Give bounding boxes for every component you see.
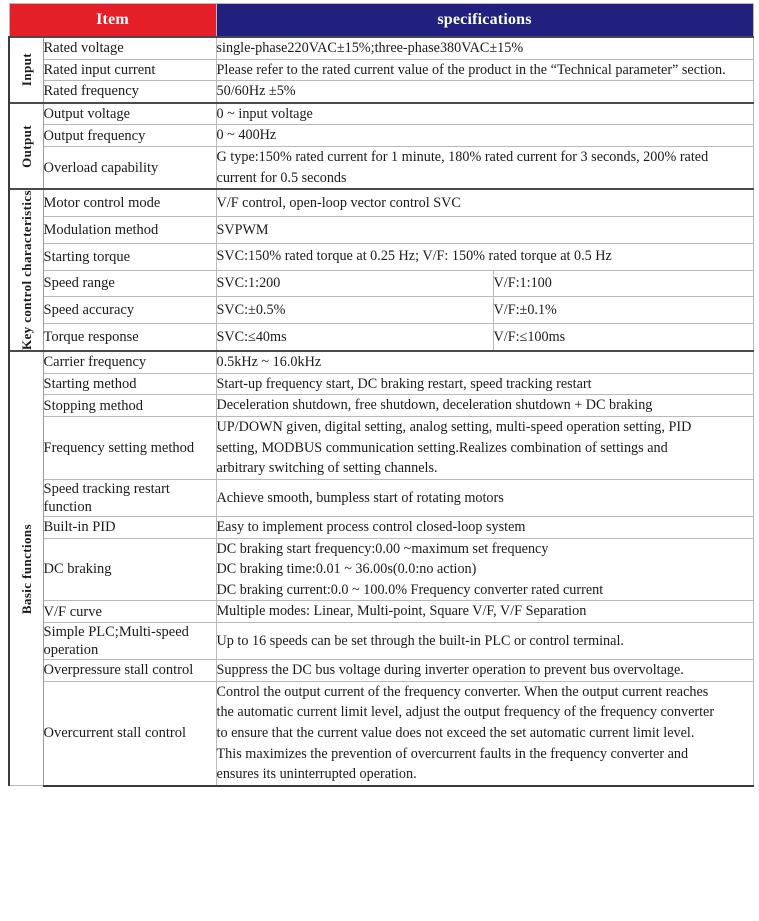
row-item-label: Motor control mode bbox=[43, 189, 216, 216]
row-spec-value bbox=[216, 243, 753, 270]
row-item-label: Starting torque bbox=[43, 243, 216, 270]
row-item-label: Speed range bbox=[43, 270, 216, 297]
row-spec-value-primary: SVC:±0.5% bbox=[216, 297, 493, 324]
spec-line: DC braking time:0.01 ~ 36.00s(0.0:no action) bbox=[216, 561, 477, 578]
row-spec-value bbox=[216, 103, 753, 125]
spec-line: 0.5kHz ~ 16.0kHz bbox=[216, 354, 322, 371]
spec-line: Deceleration shutdown, free shutdown, deceleration shutdown + DC braking bbox=[216, 397, 653, 414]
row-spec-value bbox=[216, 395, 753, 417]
table-body bbox=[9, 37, 753, 786]
row-item-label: Overcurrent stall control bbox=[43, 681, 216, 785]
spec-line: Suppress the DC bus voltage during inverter operation to prevent bus overvoltage. bbox=[216, 662, 684, 679]
row-spec-value bbox=[216, 217, 753, 244]
spec-line: Please refer to the rated current value of the product in the “Technical parameter” section. bbox=[216, 61, 726, 78]
table-row bbox=[9, 324, 753, 351]
row-item-label: Rated frequency bbox=[43, 81, 216, 103]
row-spec-value bbox=[216, 538, 753, 601]
group-label-text: Input bbox=[18, 53, 34, 87]
row-item-label: Modulation method bbox=[43, 217, 216, 244]
spec-line: arbitrary switching of setting channels. bbox=[216, 460, 438, 477]
table-row bbox=[9, 189, 753, 216]
group-label-text: Key control characteristics bbox=[18, 190, 34, 351]
row-item-label: V/F curve bbox=[43, 601, 216, 623]
row-spec-value bbox=[216, 681, 753, 785]
table-row bbox=[9, 146, 753, 189]
spec-line: to ensure that the current value does not exceed the set automatic current limit level. bbox=[216, 724, 695, 741]
row-spec-value bbox=[216, 189, 753, 216]
spec-line: SVC:150% rated torque at 0.25 Hz; V/F: 150% rated torque at 0.5 Hz bbox=[216, 248, 612, 265]
table-row bbox=[9, 416, 753, 479]
column-header-specifications: specifications bbox=[216, 4, 753, 38]
row-item-label: DC braking bbox=[43, 538, 216, 601]
section-group-label-input bbox=[9, 37, 43, 103]
row-spec-value bbox=[216, 37, 753, 59]
table-row bbox=[9, 622, 753, 659]
spec-line: ensures its uninterrupted operation. bbox=[216, 766, 417, 783]
table-row bbox=[9, 81, 753, 103]
spec-line: setting, MODBUS communication setting.Realizes combination of settings and bbox=[216, 439, 668, 456]
table-row bbox=[9, 103, 753, 125]
row-item-label: Rated input current bbox=[43, 59, 216, 81]
spec-line: This maximizes the prevention of overcurrent faults in the frequency converter and bbox=[216, 745, 689, 762]
row-spec-value bbox=[216, 373, 753, 395]
row-spec-value-secondary: V/F:±0.1% bbox=[493, 297, 753, 324]
row-item-label: Output voltage bbox=[43, 103, 216, 125]
row-item-label: Rated voltage bbox=[43, 37, 216, 59]
table-row bbox=[9, 601, 753, 623]
row-item-label: Overload capability bbox=[43, 146, 216, 189]
spec-line: DC braking current:0.0 ~ 100.0% Frequency converter rated current bbox=[216, 581, 604, 598]
spec-line: G type:150% rated current for 1 minute, 180% rated current for 3 seconds, 200% rated bbox=[216, 148, 709, 165]
row-item-label: Frequency setting method bbox=[43, 416, 216, 479]
specifications-table bbox=[8, 3, 754, 787]
section-group-label-key-control-characteristics bbox=[9, 189, 43, 351]
header-row bbox=[9, 4, 753, 38]
row-spec-value bbox=[216, 146, 753, 189]
table-row bbox=[9, 373, 753, 395]
section-group-label-output bbox=[9, 103, 43, 189]
row-spec-value bbox=[216, 351, 753, 373]
spec-line: Achieve smooth, bumpless start of rotating motors bbox=[216, 489, 504, 506]
row-spec-value bbox=[216, 622, 753, 659]
row-spec-value bbox=[216, 59, 753, 81]
spec-line: SVPWM bbox=[216, 221, 269, 238]
table-row bbox=[9, 660, 753, 682]
spec-line: 0 ~ 400Hz bbox=[216, 127, 277, 144]
row-spec-value bbox=[216, 479, 753, 516]
table-row bbox=[9, 297, 753, 324]
table-row bbox=[9, 59, 753, 81]
spec-line: Up to 16 speeds can be set through the built-in PLC or control terminal. bbox=[216, 632, 624, 649]
row-item-label: Output frequency bbox=[43, 125, 216, 147]
row-item-label: Overpressure stall control bbox=[43, 660, 216, 682]
section-group-label-basic-functions bbox=[9, 351, 43, 786]
row-item-label: Speed tracking restart function bbox=[43, 479, 216, 516]
spec-line: Multiple modes: Linear, Multi-point, Square V/F, V/F Separation bbox=[216, 603, 587, 620]
table-row bbox=[9, 479, 753, 516]
row-spec-value-secondary: V/F:≤100ms bbox=[493, 324, 753, 351]
spec-line: Control the output current of the frequency converter. When the output current reaches bbox=[216, 683, 709, 700]
spec-line: 0 ~ input voltage bbox=[216, 105, 313, 122]
row-item-label: Starting method bbox=[43, 373, 216, 395]
spec-line: the automatic current limit level, adjust the output frequency of the frequency converter bbox=[216, 704, 715, 721]
row-spec-value bbox=[216, 660, 753, 682]
row-item-label: Built-in PID bbox=[43, 516, 216, 538]
row-spec-value-primary: SVC:1:200 bbox=[216, 270, 493, 297]
table-row bbox=[9, 395, 753, 417]
spec-line: 50/60Hz ±5% bbox=[216, 83, 296, 100]
row-spec-value-secondary: V/F:1:100 bbox=[493, 270, 753, 297]
group-label-text: Basic functions bbox=[18, 523, 34, 614]
group-label-text: Output bbox=[18, 124, 34, 168]
table-row bbox=[9, 37, 753, 59]
row-spec-value bbox=[216, 516, 753, 538]
spec-line: Easy to implement process control closed-loop system bbox=[216, 518, 526, 535]
spec-line: V/F control, open-loop vector control SVC bbox=[216, 194, 461, 211]
table-row bbox=[9, 351, 753, 373]
spec-line: single-phase220VAC±15%;three-phase380VAC±15% bbox=[216, 40, 524, 56]
row-spec-value bbox=[216, 81, 753, 103]
row-spec-value-primary: SVC:≤40ms bbox=[216, 324, 493, 351]
spec-line: DC braking start frequency:0.00 ~maximum set frequency bbox=[216, 540, 549, 557]
table-row bbox=[9, 243, 753, 270]
spec-line: Start-up frequency start, DC braking restart, speed tracking restart bbox=[216, 375, 592, 392]
row-item-label: Stopping method bbox=[43, 395, 216, 417]
table-row bbox=[9, 538, 753, 601]
table-row bbox=[9, 125, 753, 147]
table-row bbox=[9, 270, 753, 297]
row-spec-value bbox=[216, 416, 753, 479]
spec-line: UP/DOWN given, digital setting, analog setting, multi-speed operation setting, PID bbox=[216, 418, 692, 435]
spec-line: current for 0.5 seconds bbox=[216, 169, 347, 186]
row-item-label: Carrier frequency bbox=[43, 351, 216, 373]
row-item-label: Torque response bbox=[43, 324, 216, 351]
row-spec-value bbox=[216, 125, 753, 147]
row-item-label: Simple PLC;Multi-speed operation bbox=[43, 622, 216, 659]
table-row bbox=[9, 516, 753, 538]
row-item-label: Speed accuracy bbox=[43, 297, 216, 324]
table-row bbox=[9, 217, 753, 244]
row-spec-value bbox=[216, 601, 753, 623]
table-row bbox=[9, 681, 753, 785]
column-header-item: Item bbox=[9, 4, 216, 38]
table-head bbox=[9, 4, 753, 38]
